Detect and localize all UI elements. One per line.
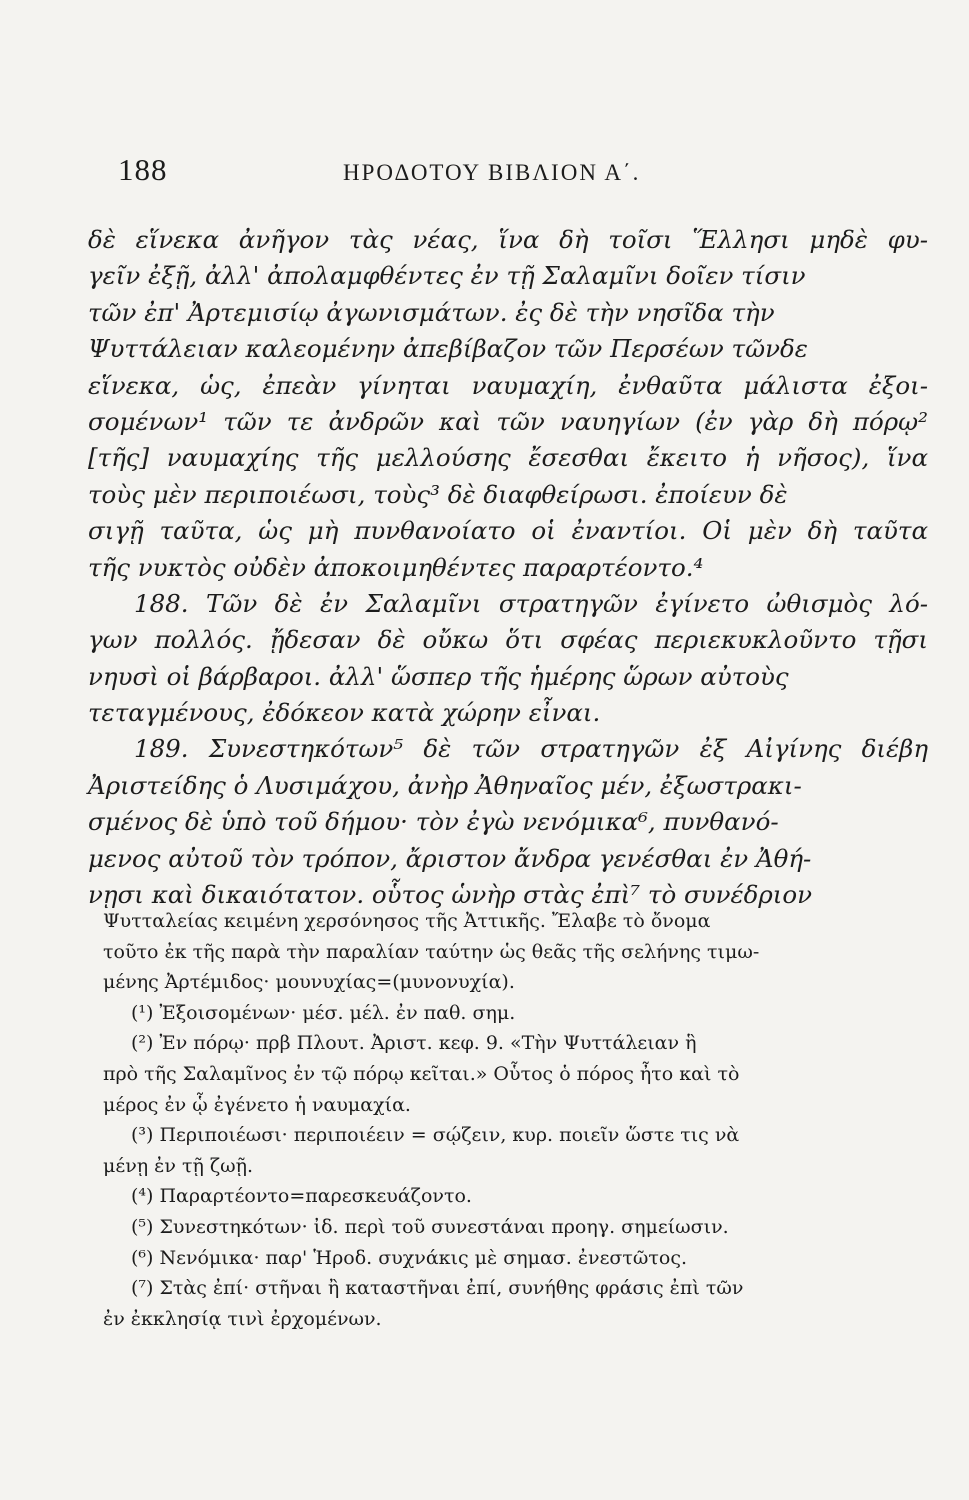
main-line: Ψυττάλειαν καλεομένην ἀπεβίβαζον τῶν Περσέων τῶνδε <box>88 334 808 364</box>
main-line: νῃσι καὶ δικαιότατον. οὗτος ὡνὴρ στὰς ἐπὶ⁷ τὸ συνέδριον <box>88 880 813 910</box>
footnote-2: (²) Ἐν πόρῳ· πρβ Πλουτ. Ἀριστ. κεφ. 9. «Τὴν Ψυττάλειαν ἣ <box>131 1032 697 1055</box>
main-line: σιγῇ ταῦτα, ὡς μὴ πυνθανοίατο οἱ ἐναντίοι. Οἱ μὲν δὴ ταῦτα <box>88 516 928 546</box>
footnote-1: (¹) Ἐξοισομένων· μέσ. μέλ. ἐν παθ. σημ. <box>131 1001 516 1024</box>
footnote-line: μέρος ἐν ᾧ ἐγένετο ἡ ναυμαχία. <box>103 1093 411 1116</box>
main-line: Ἀριστείδης ὁ Λυσιμάχου, ἀνὴρ Ἀθηναῖος μέν, ἐξωστρακι- <box>88 770 802 800</box>
footnote-line: Ψυτταλείας κειμένη χερσόνησος τῆς Ἀττικῆς. Ἔλαβε τὸ ὄνομα <box>103 910 711 932</box>
main-text <box>88 222 928 913</box>
running-head <box>118 152 918 192</box>
section-189-start: 189. Συνεστηκότων⁵ δὲ τῶν στρατηγῶν ἐξ Αἰγίνης διέβη <box>134 734 928 764</box>
main-line: εἵνεκα, ὡς, ἐπεὰν γίνηται ναυμαχίη, ἐνθαῦτα μάλιστα ἐξοι- <box>88 370 928 400</box>
main-line: γεῖν ἐξῇ, ἀλλ' ἀπολαμφθέντες ἐν τῇ Σαλαμῖνι δοῖεν τίσιν <box>88 261 806 291</box>
main-line: νηυσὶ οἱ βάρβαροι. ἀλλ' ὥσπερ τῆς ἡμέρης ὥρων αὐτοὺς <box>88 661 789 691</box>
main-line: τῶν ἐπ' Ἀρτεμισίῳ ἀγωνισμάτων. ἐς δὲ τὴν νησῖδα τὴν <box>88 297 775 327</box>
running-title: ΗΡΟΔΟΤΟΥ ΒΙΒΛΙΟΝ Α΄. <box>343 160 641 185</box>
main-line: γων πολλός. ᾔδεσαν δὲ οὔκω ὅτι σφέας περιεκυκλοῦντο τῇσι <box>88 625 928 655</box>
footnote-line: μένης Ἀρτέμιδος· μουνυχίας=(μυνονυχία). <box>103 971 515 994</box>
footnote-7: (⁷) Στὰς ἐπί· στῆναι ἢ καταστῆναι ἐπί, συνήθης φράσις ἐπὶ τῶν <box>131 1277 744 1300</box>
section-188-start: 188. Τῶν δὲ ἐν Σαλαμῖνι στρατηγῶν ἐγίνετο ὠθισμὸς λό- <box>134 588 928 618</box>
main-line: δὲ εἵνεκα ἀνῆγον τὰς νέας, ἵνα δὴ τοῖσι Ἕλλησι μηδὲ φυ- <box>88 225 928 254</box>
main-line: τῆς νυκτὸς οὐδὲν ἀποκοιμηθέντες παραρτέοντο.⁴ <box>88 552 704 582</box>
main-line: τοὺς μὲν περιποιέωσι, τοὺς³ δὲ διαφθείρωσι. ἐποίευν δὲ <box>88 479 788 509</box>
main-line: τεταγμένους, ἐδόκεον κατὰ χώρην εἶναι. <box>88 698 601 728</box>
footnote-line: ἐν ἐκκλησίᾳ τινὶ ἐρχομένων. <box>103 1307 382 1330</box>
main-line: σμένος δὲ ὑπὸ τοῦ δήμου· τὸν ἐγὼ νενόμικα⁶, πυνθανό- <box>88 807 779 837</box>
footnote-4: (⁴) Παραρτέοντο=παρεσκευάζοντο. <box>131 1185 472 1208</box>
main-line: μενος αὐτοῦ τὸν τρόπον, ἄριστον ἄνδρα γενέσθαι ἐν Ἀθή- <box>88 843 812 873</box>
main-line: [τῆς] ναυμαχίης τῆς μελλούσης ἔσεσθαι ἔκειτο ἡ νῆσος), ἵνα <box>88 443 928 473</box>
footnote-line: τοῦτο ἐκ τῆς παρὰ τὴν παραλίαν ταύτην ὡς θεᾶς τῆς σελήνης τιμω- <box>103 940 760 963</box>
footnote-line: μένῃ ἐν τῇ ζωῇ. <box>103 1154 254 1177</box>
page-number: 188 <box>118 152 168 187</box>
footnote-6: (⁶) Νενόμικα· παρ' Ἡροδ. συχνάκις μὲ σημασ. ἐνεστῶτος. <box>131 1246 688 1269</box>
footnote-5: (⁵) Συνεστηκότων· ἰδ. περὶ τοῦ συνεστάναι προηγ. σημείωσιν. <box>131 1215 729 1238</box>
footnote-line: πρὸ τῆς Σαλαμῖνος ἐν τῷ πόρῳ κεῖται.» Οὗτος ὁ πόρος ἦτο καὶ τὸ <box>103 1062 740 1085</box>
main-line: σομένων¹ τῶν τε ἀνδρῶν καὶ τῶν ναυηγίων (ἐν γὰρ δὴ πόρῳ² <box>88 406 928 436</box>
footnotes <box>103 906 923 1334</box>
footnote-3: (³) Περιποιέωσι· περιποιέειν = σῴζειν, κυρ. ποιεῖν ὥστε τις νὰ <box>131 1124 740 1147</box>
